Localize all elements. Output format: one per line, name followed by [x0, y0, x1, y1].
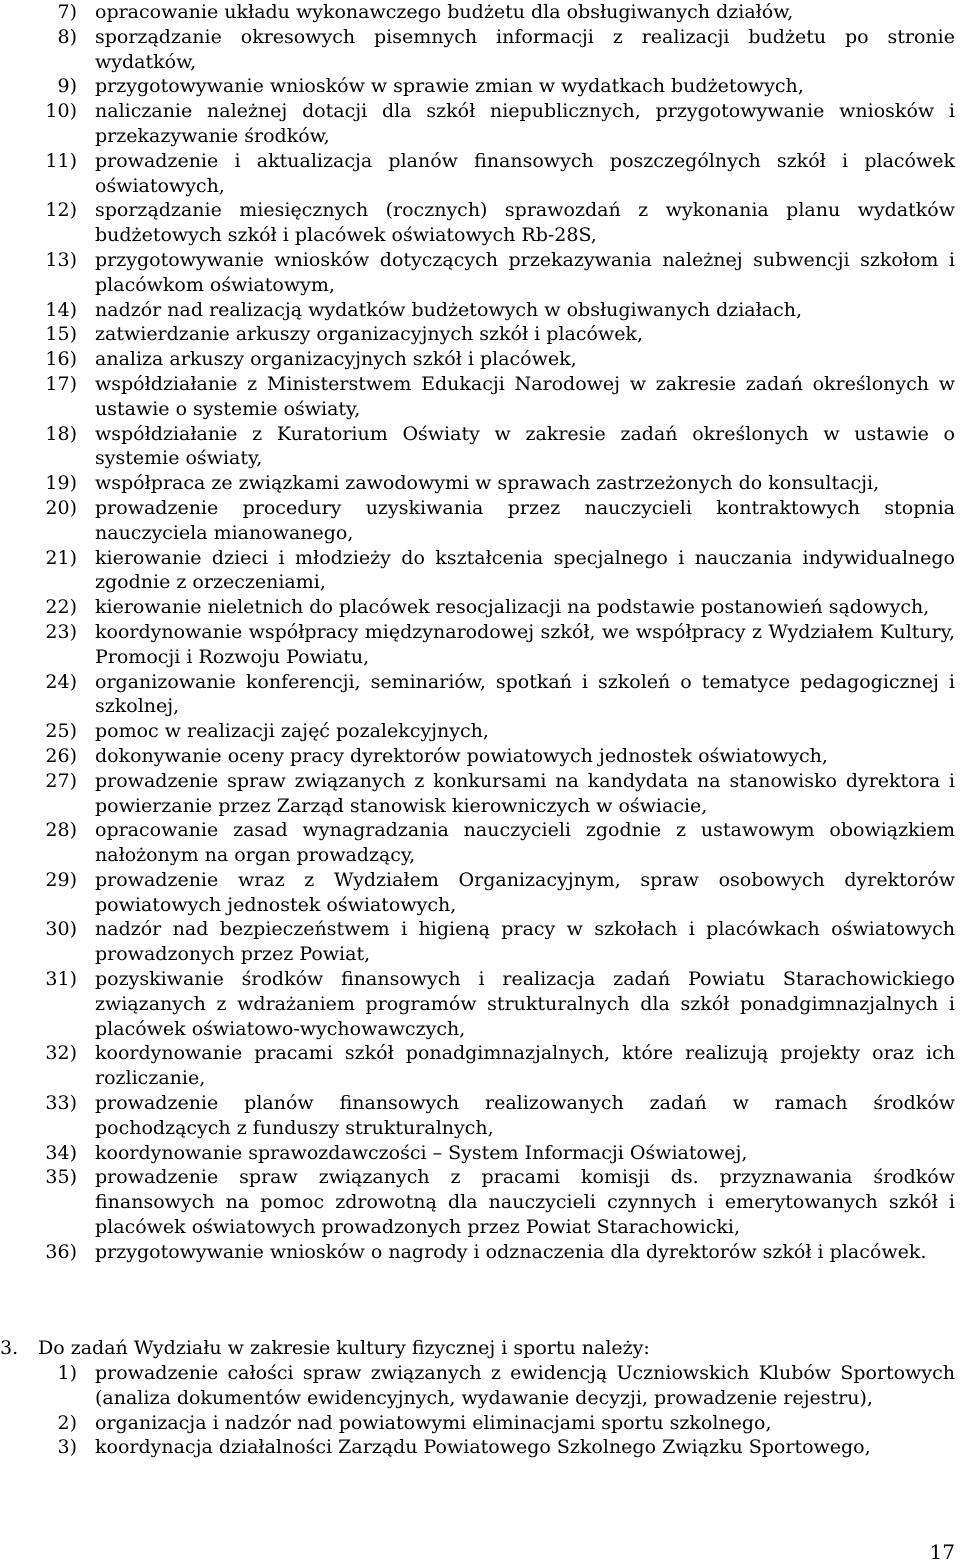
list-item-text: kierowanie nieletnich do placówek resocjalizacji na podstawie postanowień sądowych,: [95, 596, 930, 619]
list-item: [0, 818, 960, 868]
section-3: [0, 1336, 960, 1460]
list-item-text: koordynowanie sprawozdawczości – System Informacji Oświatowej,: [95, 1141, 748, 1164]
list-item-number: 10): [45, 100, 77, 123]
list-item-number: 19): [45, 472, 77, 495]
list-item: [0, 1361, 960, 1411]
list-item-number: 16): [45, 348, 77, 371]
page-number: 17: [929, 1540, 955, 1564]
list-item-text: prowadzenie całości spraw związanych z ewidencją Uczniowskich Klubów Sportowych (analiza dokumentów ewidencyjnych, wydawanie decyzji, prowadzenie rejestru),: [95, 1362, 955, 1409]
list-item-text: koordynacja działalności Zarządu Powiatowego Szkolnego Związku Sportowego,: [95, 1436, 871, 1459]
list-item: [0, 1141, 960, 1166]
list-item: [0, 1091, 960, 1141]
list-item-number: 30): [45, 918, 77, 941]
list-item: [0, 719, 960, 744]
list-item: [0, 769, 960, 819]
list-item-number: 21): [45, 546, 77, 569]
list-item-text: nadzór nad bezpieczeństwem i higieną pracy w szkołach i placówkach oświatowych prowadzonych przez Powiat,: [95, 918, 955, 966]
list-item-text: pomoc w realizacji zajęć pozalekcyjnych,: [95, 720, 489, 743]
list-item-number: 36): [45, 1240, 77, 1263]
list-item-text: przygotowywanie wniosków w sprawie zmian w wydatkach budżetowych,: [95, 75, 804, 98]
list-item-text: opracowanie zasad wynagradzania nauczycieli zgodnie z ustawowym obowiązkiem nałożonym na organ prowadzący,: [95, 819, 955, 867]
list-item: [0, 1411, 960, 1436]
list-item-number: 18): [45, 422, 77, 445]
list-item-number: 14): [45, 298, 77, 321]
list-item-text: prowadzenie i aktualizacja planów finansowych poszczególnych szkół i placówek oświatowych,: [95, 149, 955, 197]
list-item: [0, 372, 960, 422]
list-item: [0, 620, 960, 670]
list-item-number: 13): [45, 248, 77, 271]
list-item-text: prowadzenie procedury uzyskiwania przez nauczycieli kontraktowych stopnia nauczyciela mianowanego,: [95, 496, 955, 544]
list-item: [0, 496, 960, 546]
list-item-text: przygotowywanie wniosków dotyczących przekazywania należnej subwencji szkołom i placówkom oświatowym,: [95, 248, 955, 296]
list-item-number: 28): [45, 819, 77, 842]
list-item-number: 1): [57, 1362, 77, 1384]
list-item: [0, 917, 960, 967]
section-heading: [0, 1336, 960, 1361]
list-item-text: nadzór nad realizacją wydatków budżetowych w obsługiwanych działach,: [95, 298, 803, 321]
list-item-text: koordynowanie pracami szkół ponadgimnazjalnych, które realizują projekty oraz ich rozliczanie,: [95, 1042, 955, 1090]
list-item: [0, 99, 960, 149]
list-item-text: pozyskiwanie środków finansowych i realizacja zadań Powiatu Starachowickiego związanych z wdrażaniem programów strukturalnych dla szkół ponadgimnazjalnych i placówek oświatowo-wychowawczych,: [95, 968, 955, 1040]
list-item-text: sporządzanie okresowych pisemnych informacji z realizacji budżetu po stronie wydatków,: [95, 25, 955, 73]
list-item: [0, 868, 960, 918]
list-item-text: prowadzenie planów finansowych realizowanych zadań w ramach środków pochodzących z funduszy strukturalnych,: [95, 1092, 955, 1139]
list-item: [0, 1041, 960, 1091]
list-item: [0, 149, 960, 199]
list-item-text: dokonywanie oceny pracy dyrektorów powiatowych jednostek oświatowych,: [95, 744, 828, 767]
list-item: [0, 1240, 960, 1265]
list-item-text: współdziałanie z Ministerstwem Edukacji Narodowej w zakresie zadań określonych w ustawie o systemie oświaty,: [95, 372, 955, 420]
list-item: [0, 967, 960, 1041]
list-item-text: opracowanie układu wykonawczego budżetu dla obsługiwanych działów,: [95, 1, 794, 23]
list-item-number: 35): [45, 1166, 77, 1189]
list-item-number: 12): [45, 199, 77, 222]
list-item: [0, 298, 960, 323]
section-heading-text: Do zadań Wydziału w zakresie kultury fizycznej i sportu należy:: [38, 1337, 650, 1359]
list-item-number: 7): [57, 1, 77, 23]
list-item: [0, 74, 960, 99]
list-item: [0, 1165, 960, 1239]
list-item: [0, 347, 960, 372]
list-item-number: 17): [45, 372, 77, 395]
list-item-text: sporządzanie miesięcznych (rocznych) sprawozdań z wykonania planu wydatków budżetowych szkół i placówek oświatowych Rb-28S,: [95, 199, 955, 247]
list-item-number: 9): [57, 75, 77, 98]
list-item-text: prowadzenie spraw związanych z pracami komisji ds. przyznawania środków finansowych na pomoc zdrowotną dla nauczycieli czynnych i emerytowanych szkół i placówek oświatowych prowadzonych przez Powiat Starachowicki,: [95, 1166, 955, 1239]
list-item: [0, 471, 960, 496]
list-item: [0, 1435, 960, 1460]
list-item-number: 26): [45, 744, 77, 767]
section-number: 3.: [0, 1337, 19, 1359]
list-item: [0, 670, 960, 720]
list-item-number: 25): [45, 720, 77, 743]
list-item-text: prowadzenie spraw związanych z konkursami na kandydata na stanowisko dyrektora i powierzanie przez Zarząd stanowisk kierowniczych w oświacie,: [95, 769, 955, 817]
list-item-number: 15): [45, 323, 77, 346]
list-item-number: 3): [57, 1436, 77, 1459]
list-item-number: 8): [57, 25, 77, 48]
list-item-number: 34): [45, 1141, 77, 1164]
list-item-number: 2): [57, 1411, 77, 1434]
list-item-number: 20): [45, 496, 77, 519]
list-item-text: naliczanie należnej dotacji dla szkół niepublicznych, przygotowywanie wniosków i przekazywanie środków,: [95, 100, 955, 147]
list-item-text: współpraca ze związkami zawodowymi w sprawach zastrzeżonych do konsultacji,: [95, 472, 880, 495]
list-item-number: 33): [45, 1092, 77, 1115]
list-item-number: 22): [45, 596, 77, 619]
list-item-text: analiza arkuszy organizacyjnych szkół i placówek,: [95, 348, 577, 371]
list-item-number: 23): [45, 620, 77, 643]
list-item: [0, 0, 960, 25]
list-item-text: koordynowanie współpracy międzynarodowej szkół, we współpracy z Wydziałem Kultury, Promocji i Rozwoju Powiatu,: [95, 620, 955, 668]
list-item: [0, 248, 960, 298]
list-item: [0, 198, 960, 248]
list-item-text: współdziałanie z Kuratorium Oświaty w zakresie zadań określonych w ustawie o systemie oświaty,: [95, 422, 955, 470]
list-item-number: 32): [45, 1042, 77, 1065]
list-item-number: 11): [45, 149, 77, 172]
list-item: [0, 744, 960, 769]
list-item-number: 29): [45, 868, 77, 891]
list-item-number: 27): [45, 769, 77, 792]
list-item-number: 31): [45, 968, 77, 991]
list-item-text: kierowanie dzieci i młodzieży do kształcenia specjalnego i nauczania indywidualnego zgodnie z orzeczeniami,: [95, 546, 955, 594]
list-item: [0, 546, 960, 596]
list-item-text: organizacja i nadzór nad powiatowymi eliminacjami sportu szkolnego,: [95, 1411, 772, 1434]
list-item-text: zatwierdzanie arkuszy organizacyjnych szkół i placówek,: [95, 323, 643, 346]
list-item-text: organizowanie konferencji, seminariów, spotkań i szkoleń o tematyce pedagogicznej i szkolnej,: [95, 670, 955, 718]
list-item-text: prowadzenie wraz z Wydziałem Organizacyjnym, spraw osobowych dyrektorów powiatowych jednostek oświatowych,: [95, 868, 955, 916]
sport-task-list: [0, 1361, 960, 1460]
list-item: [0, 322, 960, 347]
list-item-text: przygotowywanie wniosków o nagrody i odznaczenia dla dyrektorów szkół i placówek.: [95, 1240, 927, 1263]
list-item: [0, 25, 960, 75]
list-item: [0, 422, 960, 472]
list-item: [0, 595, 960, 620]
list-item-number: 24): [45, 670, 77, 693]
